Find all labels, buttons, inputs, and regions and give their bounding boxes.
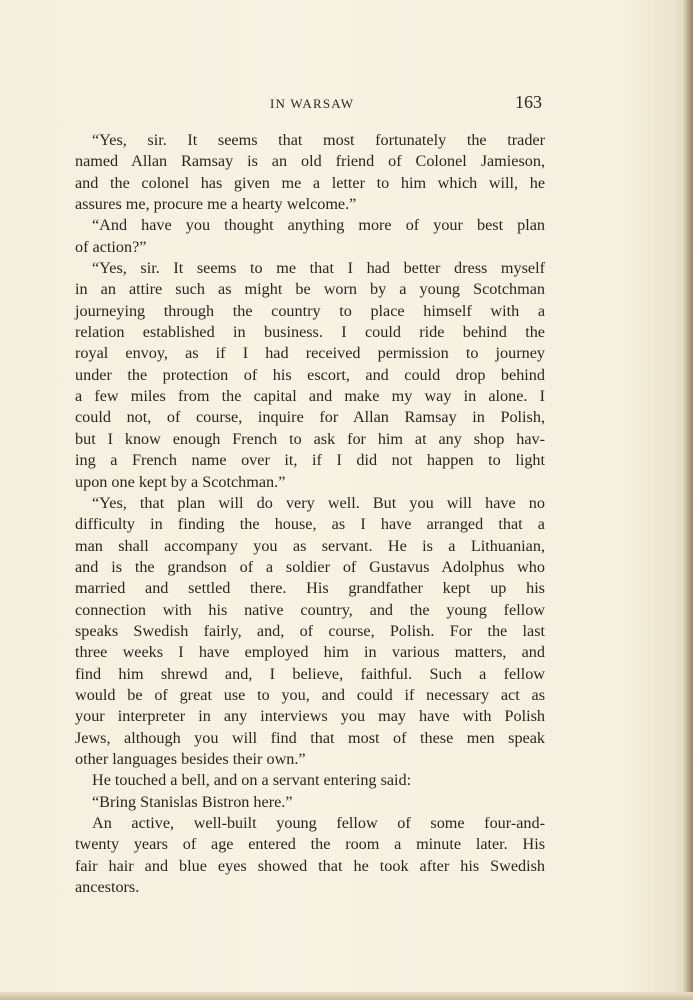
text-line: journeying through the country to place himself with a bbox=[75, 301, 545, 320]
text-line: difficulty in finding the house, as I have arranged that a bbox=[75, 515, 545, 534]
text-line: ing a French name over it, if I did not happen to light bbox=[75, 451, 545, 470]
text-line: could not, of course, inquire for Allan Ramsay in Polish, bbox=[75, 408, 545, 427]
text-line: “And have you thought anything more of your best plan bbox=[92, 216, 545, 235]
text-line: upon one kept by a Scotchman.” bbox=[75, 472, 286, 491]
text-line: “Yes, sir. It seems that most fortunately the trader bbox=[92, 131, 545, 149]
text-line: assures me, procure me a hearty welcome.” bbox=[75, 195, 357, 214]
text-line: of action?” bbox=[75, 237, 147, 256]
text-line: ancestors. bbox=[75, 878, 140, 897]
text-line: “Bring Stanislas Bistron here.” bbox=[92, 792, 293, 811]
text-line: relation established in business. I could ride behind the bbox=[75, 323, 545, 342]
text-line: under the protection of his escort, and could drop behind bbox=[75, 365, 545, 384]
text-line: three weeks I have employed him in various matters, and bbox=[75, 643, 545, 662]
text-line: in an attire such as might be worn by a young Scotchman bbox=[75, 280, 545, 299]
text-line: a few miles from the capital and make my way in alone. I bbox=[75, 387, 545, 406]
text-line: fair hair and blue eyes showed that he took after his Swedish bbox=[75, 856, 545, 875]
text-line: twenty years of age entered the room a minute later. His bbox=[75, 835, 545, 854]
text-line: but I know enough French to ask for him at any shop hav- bbox=[75, 429, 545, 448]
text-line: and is the grandson of a soldier of Gustavus Adolphus who bbox=[75, 557, 545, 576]
text-line: speaks Swedish fairly, and, of course, Polish. For the last bbox=[75, 621, 545, 640]
page-edge-bottom bbox=[0, 992, 693, 1000]
text-line: your interpreter in any interviews you may have with Polish bbox=[75, 707, 545, 726]
text-line: and the colonel has given me a letter to him which will, he bbox=[75, 173, 545, 192]
text-line: other languages besides their own.” bbox=[75, 749, 306, 768]
text-line: would be of great use to you, and could if necessary act as bbox=[75, 685, 545, 704]
text-line: royal envoy, as if I had received permission to journey bbox=[75, 344, 545, 363]
page-number: 163 bbox=[515, 92, 542, 112]
text-line: named Allan Ramsay is an old friend of Colonel Jamieson, bbox=[75, 152, 545, 171]
body-text bbox=[75, 130, 545, 898]
text-line: married and settled there. His grandfather kept up his bbox=[75, 579, 545, 598]
running-title: IN WARSAW bbox=[270, 96, 355, 111]
text-line: “Yes, that plan will do very well. But you will have no bbox=[92, 493, 545, 512]
page-edge-right bbox=[683, 0, 693, 1000]
text-line: man shall accompany you as servant. He is a Lithuanian, bbox=[75, 536, 545, 555]
text-line: “Yes, sir. It seems to me that I had better dress myself bbox=[92, 259, 545, 278]
text-line: connection with his native country, and the young fellow bbox=[75, 600, 545, 619]
text-line: Jews, although you will find that most of these men speak bbox=[75, 728, 545, 747]
text-line: find him shrewd and, I believe, faithful. Such a fellow bbox=[75, 664, 545, 683]
text-line: An active, well-built young fellow of some four-and- bbox=[92, 814, 545, 832]
text-line: He touched a bell, and on a servant entering said: bbox=[92, 771, 412, 790]
running-head bbox=[0, 92, 693, 116]
